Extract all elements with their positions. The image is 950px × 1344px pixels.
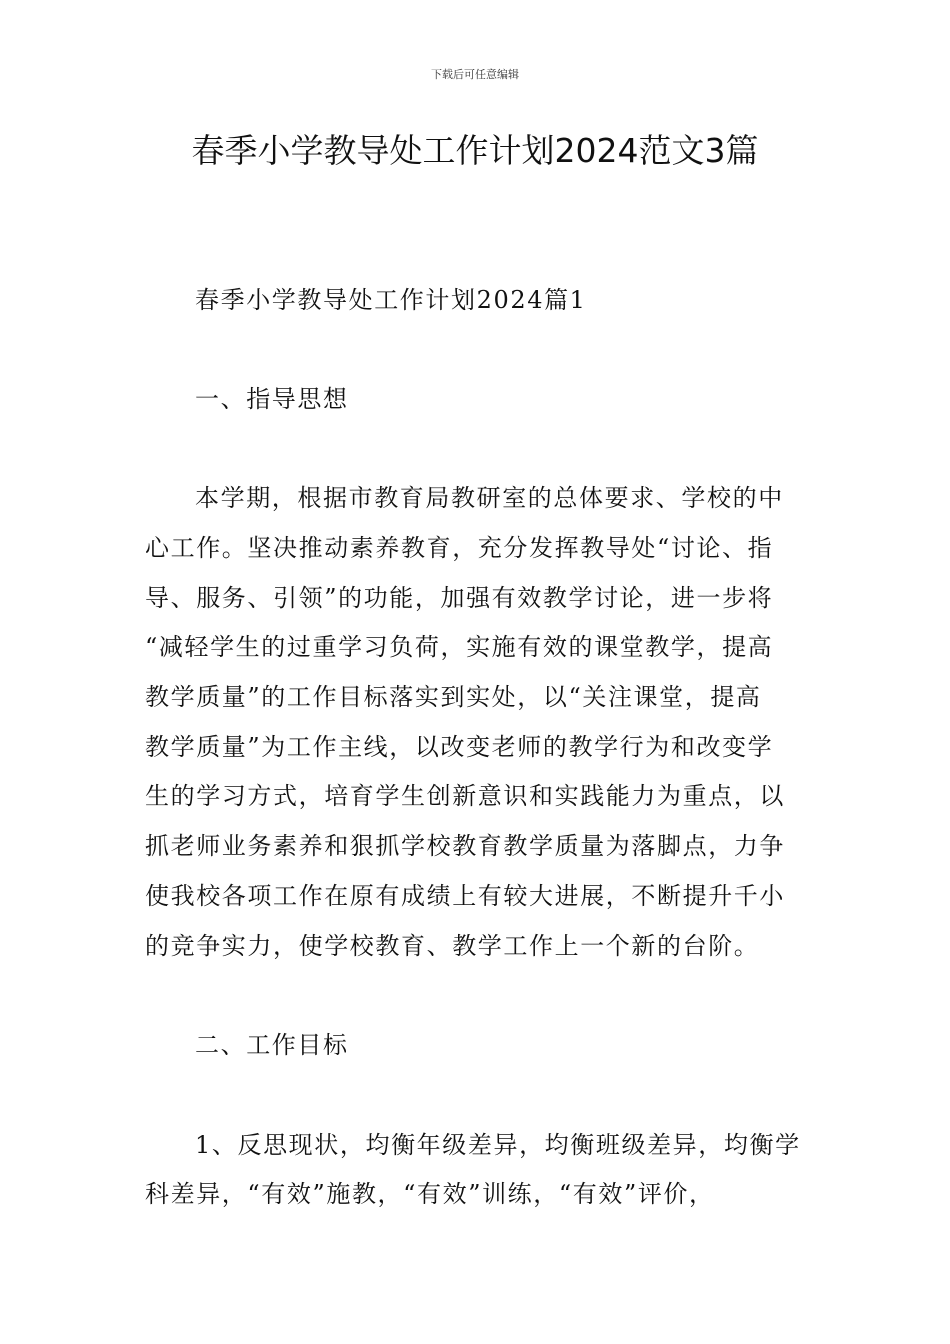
paragraph-line: 教学质量”的工作目标落实到实处，以“关注课堂，提高	[145, 683, 762, 711]
subtitle: 春季小学教导处工作计划2024篇1	[195, 286, 587, 314]
section2-heading: 二、工作目标	[195, 1031, 349, 1059]
section1-heading: 一、指导思想	[195, 385, 349, 413]
paragraph-line: 本学期，根据市教育局教研室的总体要求、学校的中	[195, 484, 784, 512]
header-note: 下载后可任意编辑	[431, 68, 519, 81]
paragraph-line: “减轻学生的过重学习负荷，实施有效的课堂教学，提高	[145, 633, 774, 661]
paragraph-line: 导、服务、引领”的功能，加强有效教学讨论，进一步将	[145, 584, 774, 612]
paragraph-line: 抓老师业务素养和狠抓学校教育教学质量为落脚点，力争	[145, 832, 785, 860]
paragraph-line: 心工作。坚决推动素养教育，充分发挥教导处“讨论、指	[145, 534, 774, 562]
paragraph-line: 生的学习方式，培育学生创新意识和实践能力为重点，以	[145, 782, 785, 810]
paragraph-line: 使我校各项工作在原有成绩上有较大进展，不断提升千小	[145, 882, 785, 910]
paragraph-line: 的竞争实力，使学校教育、教学工作上一个新的台阶。	[145, 932, 760, 960]
document-title: 春季小学教导处工作计划2024范文3篇	[191, 131, 759, 170]
paragraph-line: 1、反思现状，均衡年级差异，均衡班级差异，均衡学	[195, 1131, 801, 1159]
paragraph-line: 科差异，“有效”施教，“有效”训练，“有效”评价，	[145, 1180, 715, 1208]
paragraph-line: 教学质量”为工作主线，以改变老师的教学行为和改变学	[145, 733, 774, 761]
